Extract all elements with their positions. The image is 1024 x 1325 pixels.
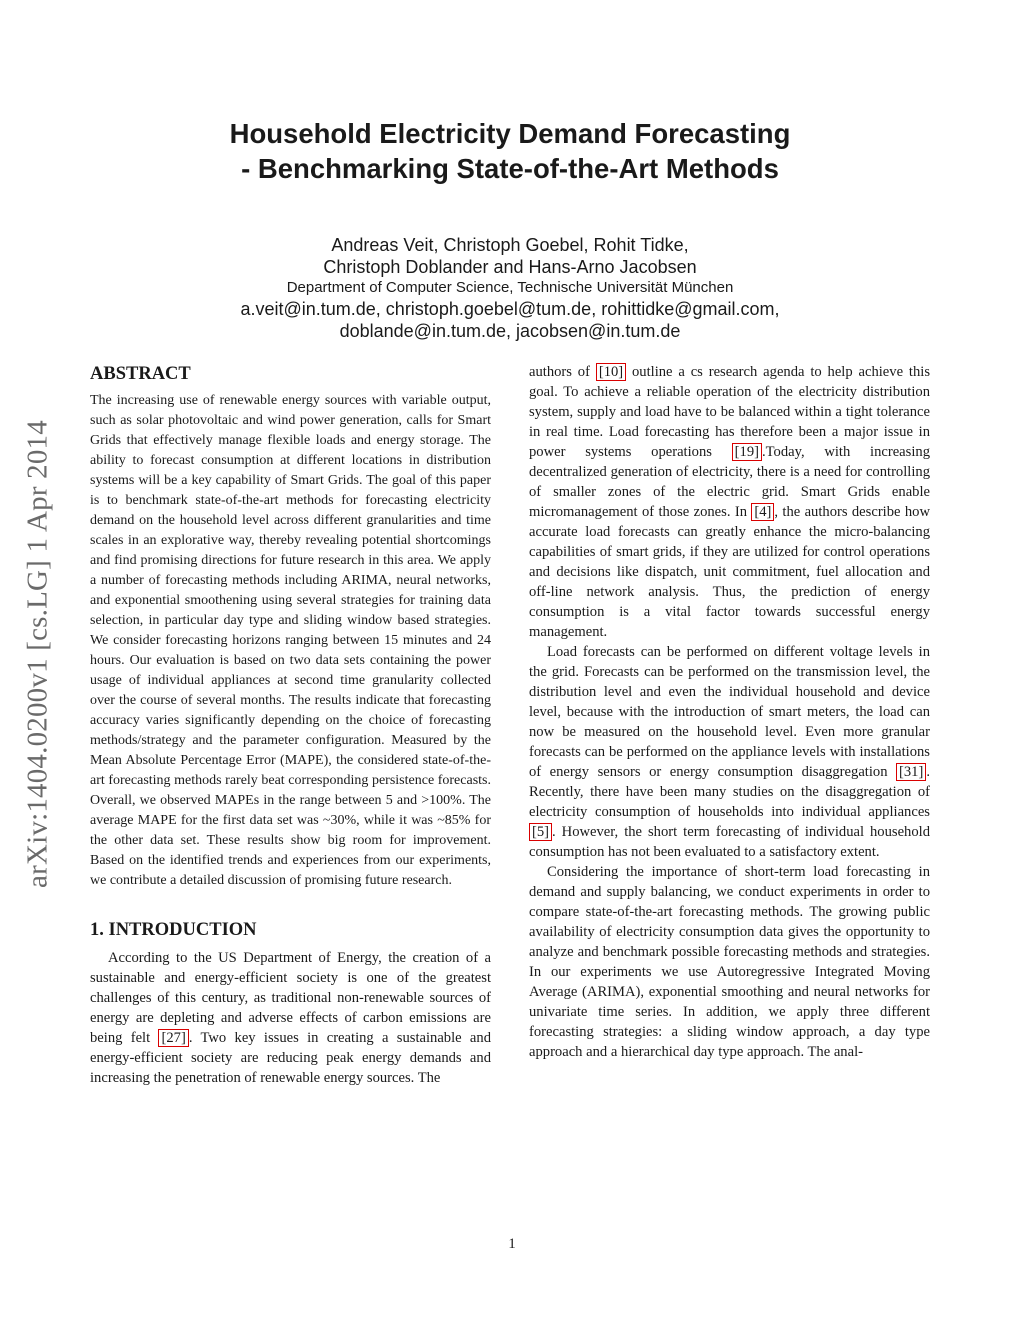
abstract-heading: ABSTRACT [90, 364, 191, 384]
citation-link[interactable]: [27] [158, 1029, 188, 1047]
paper-title [150, 116, 870, 186]
citation-link[interactable]: [5] [529, 823, 552, 841]
intro-paragraph-1-continued: authors of [10] outline a cs research agenda to help achieve this goal. To achieve a reliable operation of the electricity distribution system, supply and load have to be balanced within a tight tolerance in real time. Load forecasting has therefore been a major issue in power systems operations [19] .Today, with increasing decentralized generation of electricity, there is a need for controlling of smaller zones of the electric grid. Smart Grids enable micromanagement of those zones. In [4] , the authors describe how accurate load forecasts can greatly enhance the micro-balancing capabilities of smart grids, if they are utilized for control operations and decisions like dispatch, unit commitment, fuel allocation and off-line network analysis. Thus, the prediction of energy consumption is a vital factor towards successful energy management. [529, 364, 930, 640]
citation-link[interactable]: [10] [596, 363, 626, 381]
citation-link[interactable]: [31] [896, 763, 926, 781]
intro-paragraph-2: Load forecasts can be performed on different voltage levels in the grid. Forecasts can be performed on the transmission level, the distribution level and even the individual household and device level, because with the introduction of smart meters, the load can now be measured on the household level. Even more granular forecasts can be performed on the appliance levels with installations of energy sensors or energy consumption disaggregation [31] . Recently, there have been many studies on the disaggregation of electricity consumption of households into individual appliances [5] . However, the short term forecasting of individual household consumption has not been evaluated to a satisfactory extent. [529, 644, 930, 860]
introduction-heading: 1. INTRODUCTION [90, 920, 257, 940]
right-column [529, 362, 930, 1062]
author-names-line-2: Christoph Doblander and Hans-Arno Jacobsen [323, 257, 697, 277]
author-names-line-1: Andreas Veit, Christoph Goebel, Rohit Tidke, [331, 235, 689, 255]
arxiv-identifier-text: arXiv:1404.0200v1 [cs.LG] 1 Apr 2014 [21, 420, 54, 888]
affiliation: Department of Computer Science, Technische Universität München [286, 279, 734, 296]
title-line-2: - Benchmarking State-of-the-Art Methods [241, 153, 779, 184]
intro-paragraph-3: Considering the importance of short-term load forecasting in demand and supply balancing, we conduct experiments in order to compare state-of-the-art forecasting methods. The growing public availability of electricity consumption data gives the opportunity to analyze and benchmark possible forecasting methods and strategies. In our experiments we use Autoregressive Integrated Moving Average (ARIMA), exponential smoothing and neural networks for univariate time series. In addition, we apply three different forecasting strategies: a sliding window approach, a day type approach and a hierarchical day type approach. The anal- [529, 864, 930, 1060]
abstract-text: The increasing use of renewable energy sources with variable output, such as solar photovoltaic and wind power generation, calls for Smart Grids that effectively manage flexible loads and energy storage. The ability to forecast consumption at different locations in distribution systems will be a key capability of Smart Grids. The goal of this paper is to benchmark state-of-the-art methods for forecasting electricity demand on the household level across different granularities and time scales in an explorative way, thereby revealing potential shortcomings and find promising directions for future research in this area. We apply a number of forecasting methods including ARIMA, neural networks, and exponential smoothening using several strategies for training data selection, in particular day type and sliding window based strategies. We consider forecasting horizons ranging between 15 minutes and 24 hours. Our evaluation is based on two data sets containing the power usage of individual appliances at second time granularity collected over the course of several months. The results indicate that forecasting accuracy varies significantly depending on the choice of forecasting methods/strategy and the parameter configuration. Measured by the Mean Absolute Percentage Error (MAPE), the considered state-of-the-art forecasting methods rarely beat corresponding persistence forecasts. Overall, we observed MAPEs in the range between 5 and >100%. The average MAPE for the first data set was ~30%, while it was ~85% for the other data set. These results show big room for improvement. Based on the identified trends and experiences from our experiments, we contribute a detailed discussion of promising future research. [90, 393, 491, 888]
emails-line-2: doblande@in.tum.de, jacobsen@in.tum.de [339, 321, 681, 341]
left-column [90, 362, 491, 1088]
page-number: 1 [508, 1236, 516, 1252]
citation-link[interactable]: [4] [751, 503, 774, 521]
arxiv-identifier [14, 372, 62, 936]
author-block [150, 234, 870, 342]
citation-link[interactable]: [19] [732, 443, 762, 461]
intro-paragraph-1: According to the US Department of Energy, the creation of a sustainable and energy-efficient society is one of the greatest challenges of this century, as traditional non-renewable sources of energy are depleting and adverse effects of carbon emissions are being felt [27] . Two key issues in creating a sustainable and energy-efficient society are reducing peak energy demands and increasing the penetration of renewable energy sources. The [90, 950, 492, 1086]
emails-line-1: a.veit@in.tum.de, christoph.goebel@tum.de, rohittidke@gmail.com, [240, 299, 780, 319]
title-line-1: Household Electricity Demand Forecasting [229, 118, 791, 149]
